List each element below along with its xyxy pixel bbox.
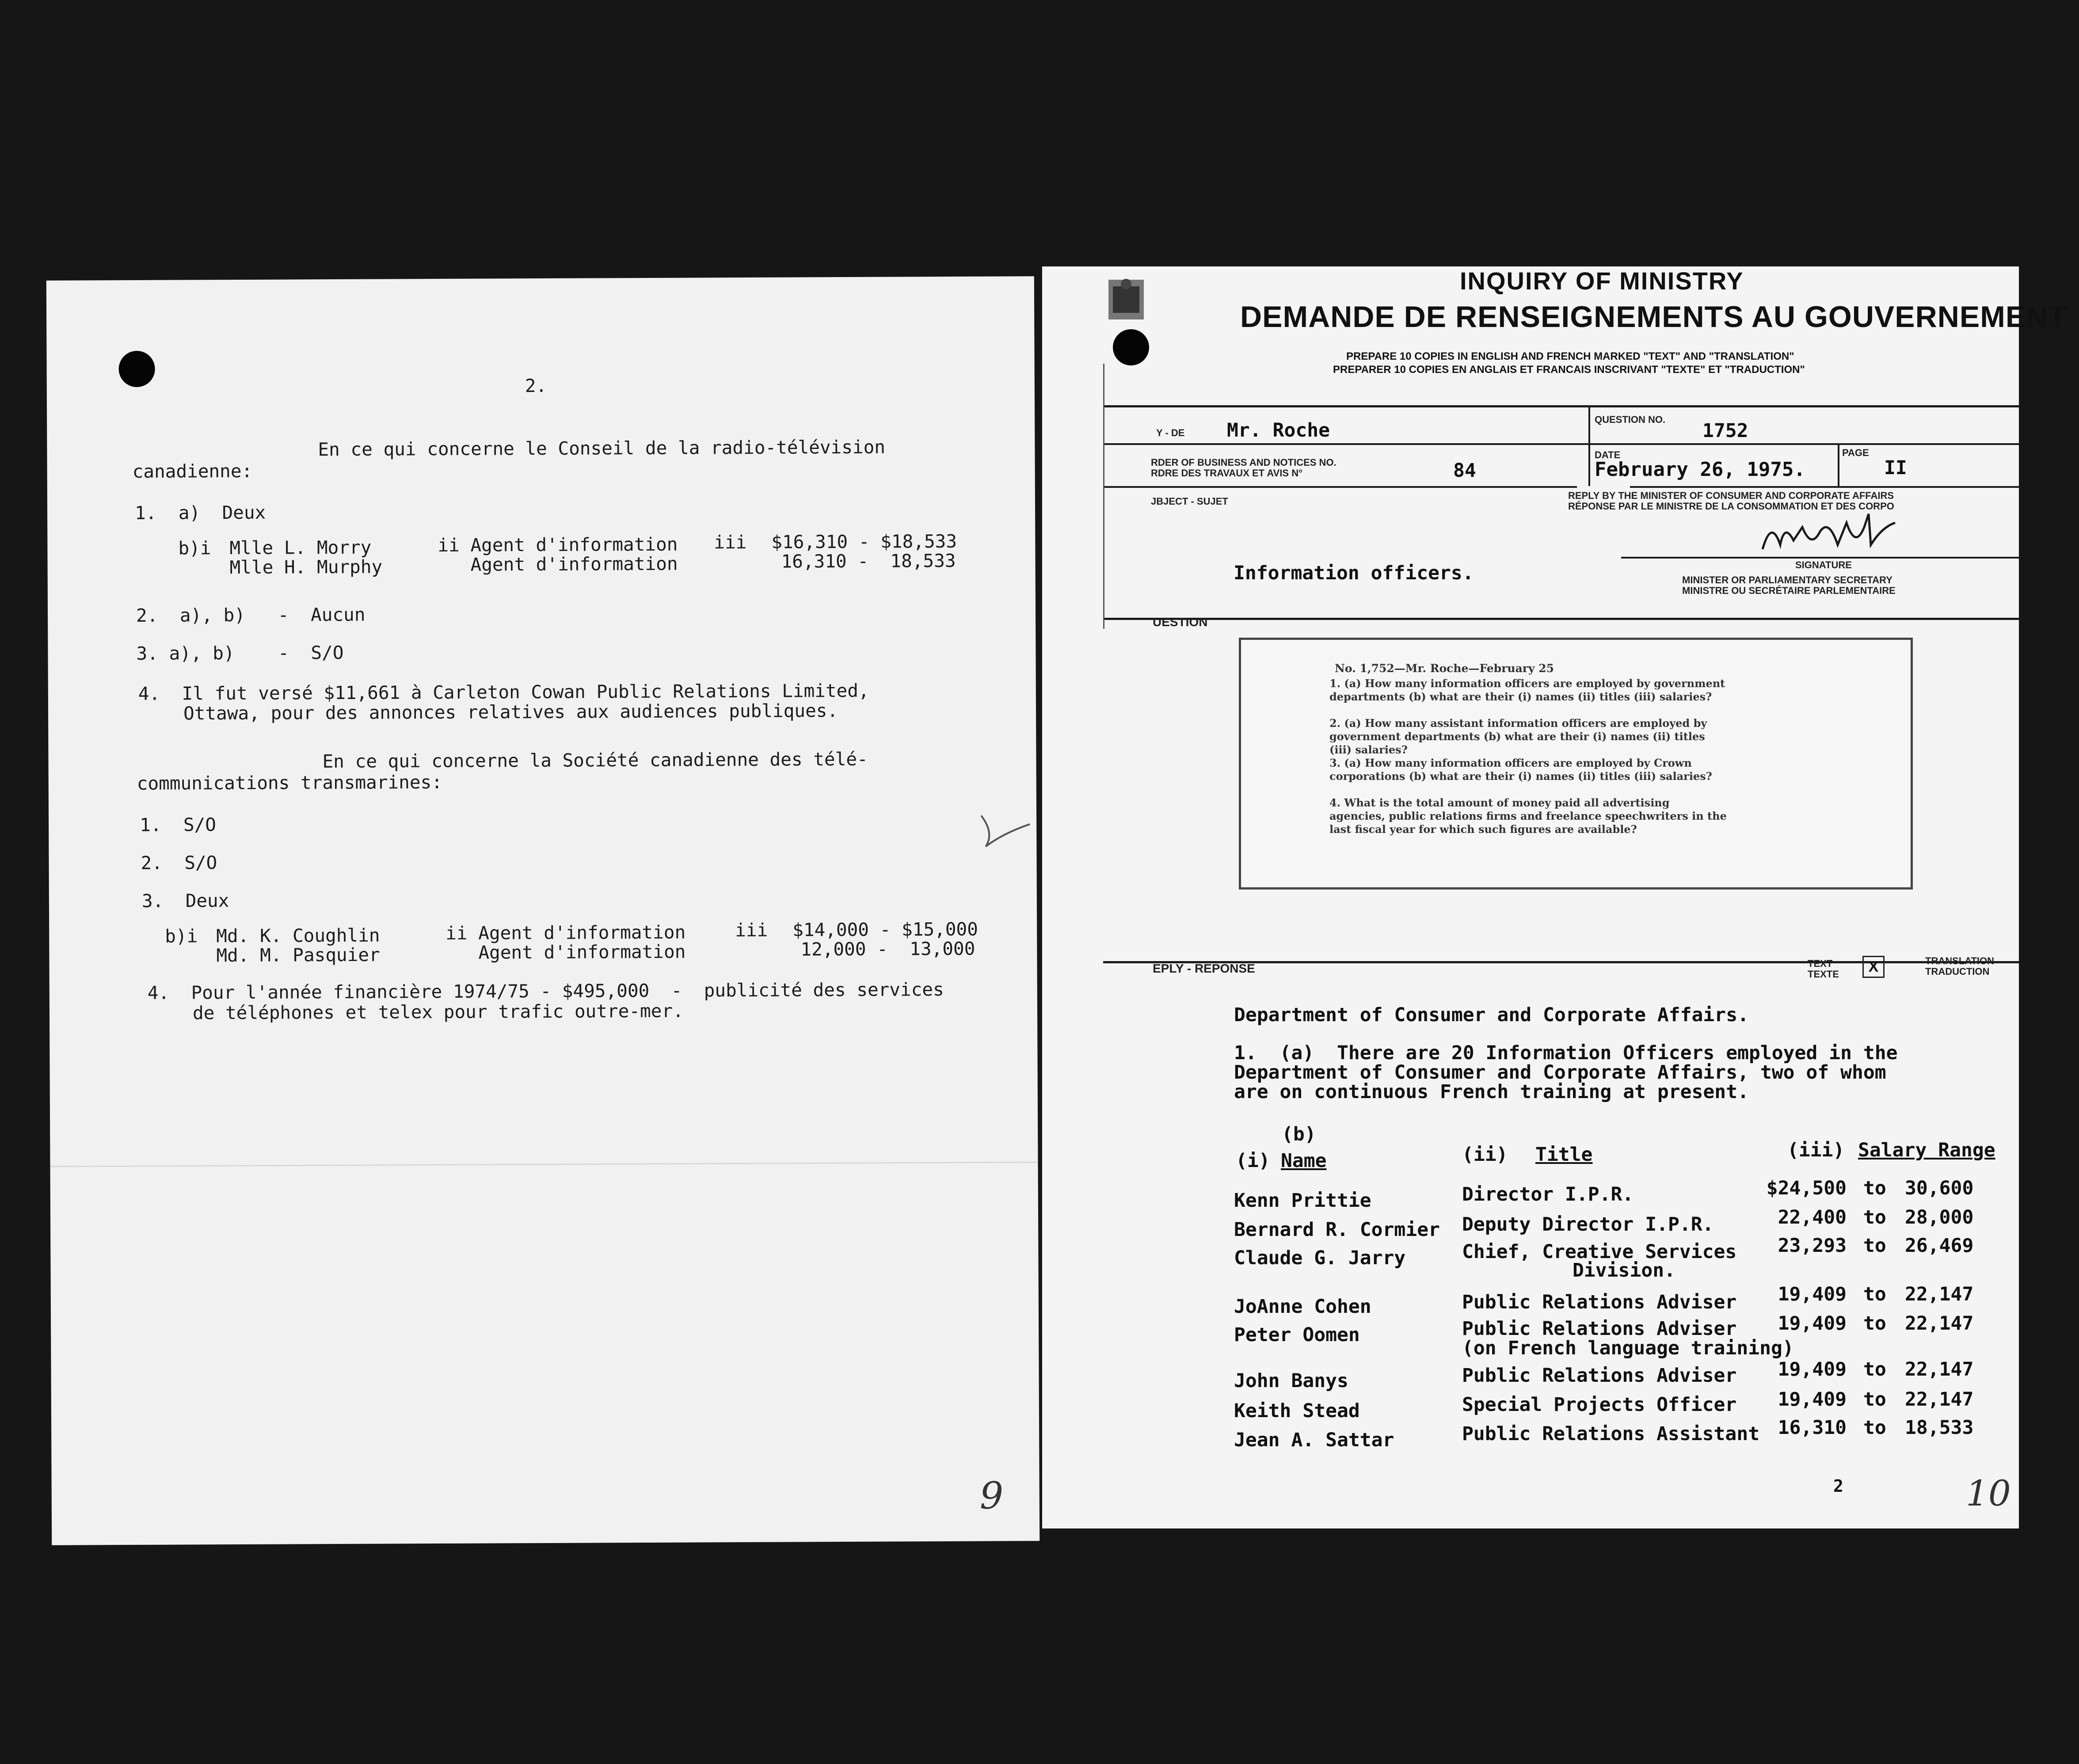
signature-label: SIGNATURE — [1795, 559, 1852, 570]
salary-low: 19,409 — [1778, 1312, 1847, 1334]
form-rule — [1103, 618, 2019, 620]
clipping-question-2: 2. (a) How many assistant information officers are employed by government departments (b) what are their (i) names (ii) titles (iii) salaries? — [1329, 717, 1707, 756]
officer-name: Peter Oomen — [1234, 1324, 1360, 1346]
staff-title: Agent d'information — [478, 921, 686, 944]
officer-title: Public Relations Adviser — [1462, 1291, 1737, 1313]
staff-name: Mlle H. Murphy — [229, 556, 383, 578]
minister-label-en: MINISTER OR PARLIAMENTARY SECRETARY — [1682, 574, 1892, 585]
salary-high: 22,147 — [1905, 1388, 1974, 1410]
salary-to: to — [1863, 1388, 1886, 1410]
minister-signature — [1754, 509, 1900, 563]
reply-by-fr: RÉPONSE PAR LE MINISTRE DE LA CONSOMMATION ET DES CORPO — [1568, 501, 1894, 512]
coat-of-arms-emblem — [1104, 275, 1148, 324]
form-title-fr: DEMANDE DE RENSEIGNEMENTS AU GOUVERNEMENT — [1240, 300, 2067, 334]
answer-1-line1: 1. (a) There are 20 Information Officers employed in the — [1234, 1042, 1898, 1064]
col-title-prefix: (ii) — [1462, 1144, 1508, 1166]
t-item-3b-label: b)i — [165, 925, 198, 947]
salary-low: $24,500 — [1766, 1177, 1847, 1199]
punch-hole — [118, 351, 155, 387]
staff-name: Mlle L. Morry — [229, 536, 372, 559]
handwritten-arrow-mark — [977, 806, 1034, 851]
officer-name: Claude G. Jarry — [1234, 1247, 1406, 1269]
page-value: II — [1884, 457, 1907, 479]
form-rule — [1103, 443, 2019, 445]
salary-low: 23,293 — [1778, 1235, 1847, 1257]
item-3: 3. a), b) - S/O — [136, 642, 344, 665]
officer-name: John Banys — [1234, 1370, 1348, 1392]
question-clipping — [1239, 638, 1913, 890]
question-label: UESTION — [1153, 615, 1208, 629]
officer-title-cont: Division. — [1573, 1259, 1675, 1281]
salary-high: 28,000 — [1905, 1206, 1974, 1228]
date-value: February 26, 1975. — [1595, 458, 1805, 481]
order-value: 84 — [1453, 460, 1476, 482]
salary-high: 26,469 — [1905, 1235, 1974, 1257]
clipping-question-1: 1. (a) How many information officers are employed by government departments (b) what are their (i) names (ii) titles (iii) salaries? — [1329, 677, 1725, 703]
answer-1-line3: are on continuous French training at present. — [1234, 1081, 1749, 1103]
prepare-instruction-fr: PREPARER 10 COPIES EN ANGLAIS ET FRANCAIS INSCRIVANT "TEXTE" ET "TRADUCTION" — [1333, 364, 1805, 376]
salary-to: to — [1863, 1358, 1886, 1380]
staff-name: Md. K. Coughlin — [216, 924, 380, 947]
left-document-page — [46, 276, 1040, 1545]
salary-to: to — [1863, 1177, 1886, 1199]
prepare-instruction-en: PREPARE 10 COPIES IN ENGLISH AND FRENCH MARKED "TEXT" AND "TRANSLATION" — [1346, 350, 1794, 362]
item-2: 2. a), b) - Aucun — [136, 604, 366, 627]
t-item-1: 1. S/O — [140, 814, 217, 836]
item-4-line1: 4. Il fut versé $11,661 à Carleton Cowan Public Relations Limited, — [138, 680, 869, 704]
salary-high: 22,147 — [1905, 1312, 1974, 1334]
text-label-en: TEXT — [1808, 958, 1833, 969]
salary-low: 19,409 — [1778, 1388, 1847, 1410]
translation-label-fr: TRADUCTION — [1925, 966, 1990, 977]
punch-hole — [1113, 329, 1149, 365]
by-value: Mr. Roche — [1227, 419, 1330, 441]
right-document-page — [1042, 266, 2067, 1528]
salary-to: to — [1863, 1283, 1886, 1305]
officer-title: Public Relations Adviser — [1462, 1318, 1737, 1340]
officer-title: Public Relations Adviser — [1462, 1365, 1737, 1387]
subject-value: Information officers. — [1234, 562, 1474, 584]
col-name-prefix: (i) — [1236, 1150, 1270, 1172]
answer-1-line2: Department of Consumer and Corporate Affairs, two of whom — [1234, 1061, 1886, 1083]
form-margin-rule — [1103, 364, 1104, 629]
form-rule — [1630, 486, 2019, 488]
staff-title: Agent d'information — [478, 941, 686, 963]
teleglobe-intro-line2: communications transmarines: — [137, 771, 442, 795]
title-prefix: ii — [438, 534, 460, 556]
order-label-fr: RDRE DES TRAVAUX ET AVIS N° — [1151, 468, 1302, 479]
page-number: 2. — [525, 375, 547, 397]
salary-high: 22,147 — [1905, 1283, 1974, 1305]
title-prefix: ii — [446, 922, 468, 944]
fold-line — [50, 1162, 1038, 1167]
t-item-4-line2: de téléphones et telex pour trafic outre-mer. — [192, 1000, 684, 1024]
officer-name: Jean A. Sattar — [1234, 1429, 1394, 1451]
col-salary-prefix: (iii) — [1787, 1139, 1845, 1161]
salary-prefix: iii — [735, 919, 768, 941]
staff-salary: $16,310 - $18,533 — [771, 530, 957, 553]
t-item-2: 2. S/O — [141, 852, 217, 874]
teleglobe-intro-line1: En ce qui concerne la Société canadienne des télé- — [322, 748, 868, 772]
col-title-header: Title — [1535, 1144, 1593, 1166]
staff-name: Md. M. Pasquier — [216, 944, 380, 966]
salary-low: 16,310 — [1778, 1417, 1847, 1439]
staff-title: Agent d'information — [470, 533, 678, 556]
handwritten-page-number: 10 — [1966, 1473, 2011, 1514]
minister-label-fr: MINISTRE OU SECRÉTAIRE PARLEMENTAIRE — [1682, 585, 1896, 596]
salary-low: 19,409 — [1778, 1358, 1847, 1380]
item-4-line2: Ottawa, pour des annonces relatives aux audiences publiques. — [183, 700, 838, 724]
officer-title: Public Relations Assistant — [1462, 1423, 1760, 1445]
salary-to: to — [1863, 1417, 1886, 1439]
salary-to: to — [1863, 1312, 1886, 1334]
salary-low: 22,400 — [1778, 1206, 1847, 1228]
staff-salary: 12,000 - 13,000 — [800, 938, 975, 960]
page-label: PAGE — [1842, 447, 1869, 458]
salary-high: 18,533 — [1905, 1417, 1974, 1439]
answer-b-label: (b) — [1282, 1123, 1316, 1145]
reply-label: EPLY - RÉPONSE — [1153, 962, 1255, 975]
salary-to: to — [1863, 1206, 1886, 1228]
translation-label-en: TRANSLATION — [1925, 955, 1995, 966]
subject-label: JBJECT - SUJET — [1151, 496, 1228, 507]
officer-title: Chief, Creative Services — [1462, 1241, 1737, 1263]
form-title-en: INQUIRY OF MINISTRY — [1460, 267, 1744, 295]
salary-to: to — [1863, 1235, 1886, 1257]
question-no-value: 1752 — [1702, 420, 1748, 442]
clipping-question-4: 4. What is the total amount of money paid all advertising agencies, public relations firms and freelance speechwriters in the last fiscal year for which such figures are available? — [1329, 796, 1727, 836]
order-label-en: RDER OF BUSINESS AND NOTICES NO. — [1151, 457, 1336, 468]
col-salary-header: Salary Range — [1858, 1139, 1995, 1161]
form-rule — [1103, 486, 1577, 488]
salary-low: 19,409 — [1778, 1283, 1847, 1305]
staff-title: Agent d'information — [470, 553, 678, 575]
officer-title: Special Projects Officer — [1462, 1394, 1737, 1416]
by-label: Y - DE — [1156, 427, 1185, 438]
form-rule — [1838, 443, 1839, 486]
salary-high: 22,147 — [1905, 1358, 1974, 1380]
date-label: DATE — [1595, 449, 1621, 460]
officer-title: Director I.P.R. — [1462, 1183, 1634, 1205]
staff-salary: $14,000 - $15,000 — [792, 918, 978, 941]
t-item-4-line1: 4. Pour l'année financière 1974/75 - $495,000 - publicité des services — [147, 979, 944, 1004]
handwritten-page-number: 9 — [979, 1474, 1004, 1517]
officer-name: Keith Stead — [1234, 1400, 1360, 1422]
continued-marker: 2 — [1833, 1476, 1843, 1496]
officer-name: Bernard R. Cormier — [1234, 1219, 1440, 1241]
t-item-3: 3. Deux — [141, 890, 229, 912]
crtc-intro-line1: En ce qui concerne le Conseil de la radio-télévision — [318, 436, 886, 460]
question-no-label: QUESTION NO. — [1595, 414, 1666, 425]
officer-name: Kenn Prittie — [1234, 1190, 1371, 1212]
text-label-fr: TEXTE — [1808, 969, 1839, 980]
officer-name: JoAnne Cohen — [1234, 1296, 1371, 1318]
item-1a: 1. a) Deux — [134, 502, 266, 524]
officer-title-cont: (on French language training) — [1462, 1337, 1794, 1359]
item-1b-label: b)i — [178, 537, 211, 559]
crtc-intro-line2: canadienne: — [132, 460, 253, 483]
clipping-question-3: 3. (a) How many information officers are employed by Crown corporations (b) what are their (i) names (ii) titles (iii) salaries? — [1329, 757, 1712, 783]
staff-salary: 16,310 - 18,533 — [781, 550, 956, 572]
department-heading: Department of Consumer and Corporate Affairs. — [1234, 1004, 1749, 1026]
form-rule — [1588, 405, 1590, 486]
form-rule — [1103, 405, 2019, 407]
text-checkbox[interactable]: X — [1862, 956, 1885, 978]
clipping-title: No. 1,752—Mr. Roche—February 25 — [1335, 662, 1554, 675]
salary-prefix: iii — [714, 531, 747, 553]
salary-high: 30,600 — [1905, 1177, 1974, 1199]
officer-title: Deputy Director I.P.R. — [1462, 1213, 1714, 1236]
col-name-header: Name — [1281, 1150, 1327, 1172]
reply-by-en: REPLY BY THE MINISTER OF CONSUMER AND CORPORATE AFFAIRS — [1568, 490, 1894, 501]
